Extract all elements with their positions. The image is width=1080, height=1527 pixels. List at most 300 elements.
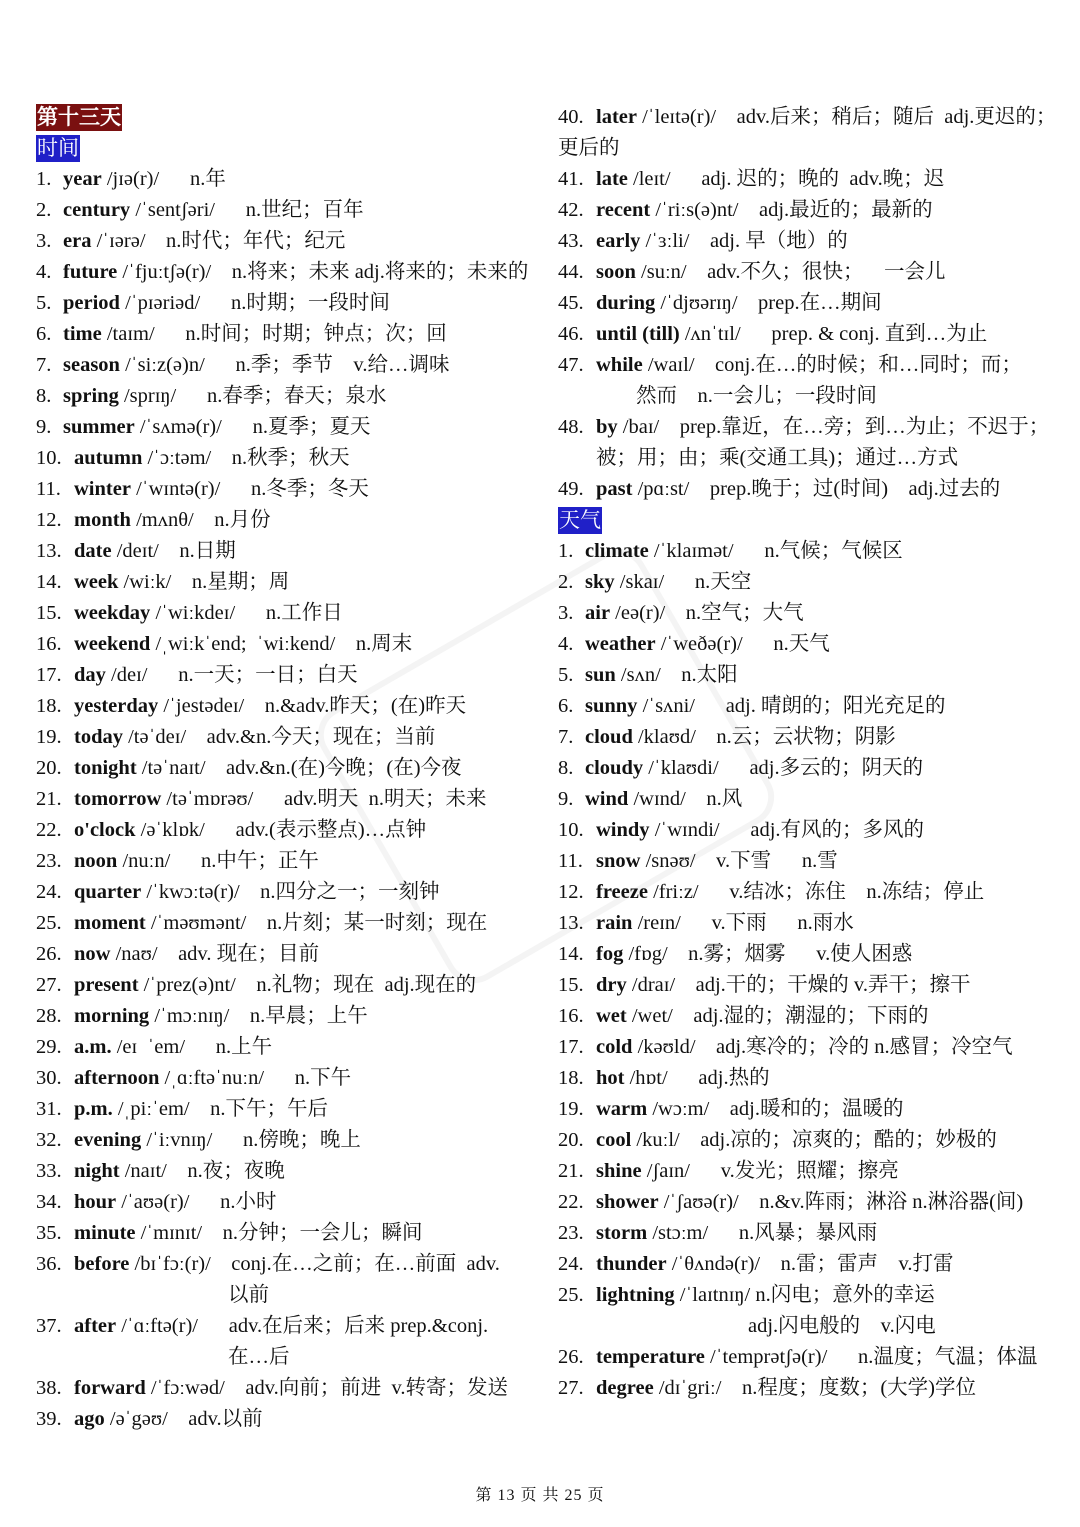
entry-number: 40. <box>558 106 584 128</box>
vocab-entry <box>36 1001 542 1032</box>
entry-word: freeze <box>596 881 648 903</box>
entry-definition: /ˈdjʊərɪŋ/ prep.在…期间 <box>655 292 882 314</box>
entry-word: minute <box>74 1222 136 1244</box>
entry-definition: /deɪt/ n.日期 <box>111 540 236 562</box>
vocab-entry <box>36 1125 542 1156</box>
vocab-entry <box>36 164 542 195</box>
vocab-entry <box>36 1094 542 1125</box>
entry-definition: /mʌnθ/ n.月份 <box>130 509 271 531</box>
entry-number: 23. <box>558 1222 584 1244</box>
entry-definition: /waɪl/ conj.在…的时候；和…同时；而； <box>642 354 1022 376</box>
entry-number: 6. <box>36 323 52 345</box>
entry-word: early <box>596 230 641 252</box>
page-footer: 第 13 页 共 25 页 <box>475 1487 605 1504</box>
entry-number: 24. <box>36 881 62 903</box>
entry-number: 20. <box>558 1129 584 1151</box>
vocab-entry <box>558 474 1058 505</box>
entry-definition: /əˈklɒk/ adv.(表示整点)…点钟 <box>135 819 427 841</box>
vocab-entry <box>36 939 542 970</box>
entry-number: 18. <box>558 1067 584 1089</box>
entry-definition: /ˈɪərə/ n.时代；年代；纪元 <box>91 230 346 252</box>
vocab-entry <box>558 629 1058 660</box>
entry-number: 10. <box>558 819 584 841</box>
section-heading-weather: 天气 <box>559 508 601 532</box>
entry-word: o'clock <box>74 819 136 841</box>
entry-word: tonight <box>74 757 137 779</box>
entry-number: 19. <box>36 726 62 748</box>
entry-number: 26. <box>36 943 62 965</box>
entry-definition: /reɪn/ v.下雨 n.雨水 <box>632 912 854 934</box>
entry-word: noon <box>74 850 118 872</box>
entry-word: year <box>63 168 102 190</box>
entry-word: cloudy <box>585 757 644 779</box>
entry-number: 46. <box>558 323 584 345</box>
entry-word: evening <box>74 1129 142 1151</box>
entry-definition: /ˈwiːkdeɪ/ n.工作日 <box>150 602 343 624</box>
entry-number: 8. <box>36 385 52 407</box>
entry-number: 49. <box>558 478 584 500</box>
vocab-entry <box>36 195 542 226</box>
vocab-entry <box>36 474 542 505</box>
entry-number: 1. <box>558 540 574 562</box>
entry-word: wind <box>585 788 629 810</box>
entry-number: 7. <box>558 726 574 748</box>
entry-definition: /ˌwiːkˈend; ˈwiːkend/ n.周末 <box>150 633 413 655</box>
entry-number: 4. <box>558 633 574 655</box>
vocab-entry <box>36 877 542 908</box>
entry-number: 43. <box>558 230 584 252</box>
entry-definition: /friːz/ v.结冰；冻住 n.冻结；停止 <box>647 881 985 903</box>
entry-word: a.m. <box>74 1036 112 1058</box>
entry-word: climate <box>585 540 649 562</box>
vocab-entry <box>558 815 1058 846</box>
entry-number: 16. <box>36 633 62 655</box>
entry-word: summer <box>63 416 135 438</box>
entry-definition: /ʌnˈtɪl/ prep. & conj. 直到…为止 <box>679 323 988 345</box>
entry-number: 38. <box>36 1377 62 1399</box>
entry-definition: /ˌɑːftəˈnuːn/ n.下午 <box>159 1067 352 1089</box>
entry-number: 34. <box>36 1191 62 1213</box>
entry-number: 10. <box>36 447 62 469</box>
vocab-entry <box>36 443 542 474</box>
entry-definition: /wet/ adj.湿的；潮湿的；下雨的 <box>626 1005 929 1027</box>
entry-word: winter <box>74 478 131 500</box>
entry-number: 7. <box>36 354 52 376</box>
vocab-entry <box>558 1094 1058 1125</box>
entry-number: 22. <box>558 1191 584 1213</box>
entry-number: 33. <box>36 1160 62 1182</box>
entry-word: storm <box>596 1222 648 1244</box>
entry-word: later <box>596 106 637 128</box>
entry-number: 14. <box>558 943 584 965</box>
vocab-entry <box>558 412 1058 443</box>
entry-definition: /ˈleɪtə(r)/ adv.后来；稍后；随后 adj.更迟的； <box>636 106 1057 128</box>
vocab-entry <box>36 691 542 722</box>
entry-word: late <box>596 168 628 190</box>
entry-word: week <box>74 571 119 593</box>
entry-definition: /skaɪ/ n.天空 <box>614 571 752 593</box>
entry-definition: /taɪm/ n.时间；时期；钟点；次；回 <box>101 323 447 345</box>
entry-number: 24. <box>558 1253 584 1275</box>
entry-word: season <box>63 354 120 376</box>
entry-number: 31. <box>36 1098 62 1120</box>
entry-word: now <box>74 943 111 965</box>
entry-number: 25. <box>558 1284 584 1306</box>
entry-number: 21. <box>558 1160 584 1182</box>
vocab-entry <box>558 1156 1058 1187</box>
vocab-entry <box>36 412 542 443</box>
entry-number: 14. <box>36 571 62 593</box>
vocab-entry <box>558 1001 1058 1032</box>
entry-number: 8. <box>558 757 574 779</box>
vocab-entry <box>36 1311 542 1342</box>
entry-number: 48. <box>558 416 584 438</box>
entry-word: cloud <box>585 726 633 748</box>
entry-word: weather <box>585 633 656 655</box>
vocab-entry <box>36 1032 542 1063</box>
vocab-entry <box>36 660 542 691</box>
entry-definition: /baɪ/ prep.靠近，在…旁；到…为止；不迟于； <box>617 416 1050 438</box>
vocab-entry <box>558 1032 1058 1063</box>
entry-number: 30. <box>36 1067 62 1089</box>
entry-definition: /ˈjestədeɪ/ n.&adv.昨天；(在)昨天 <box>158 695 467 717</box>
entry-number: 12. <box>558 881 584 903</box>
vocab-entry <box>36 567 542 598</box>
entry-word: moment <box>74 912 146 934</box>
entry-definition: /ˈɑːftə(r)/ adv.在后来；后来 prep.&conj. <box>116 1315 489 1337</box>
entry-continuation: 被；用；由；乘(交通工具)；通过…方式 <box>596 447 959 469</box>
entry-number: 27. <box>558 1377 584 1399</box>
vocab-entry <box>36 784 542 815</box>
entry-word: hot <box>596 1067 625 1089</box>
entry-word: sun <box>585 664 616 686</box>
vocab-entry <box>558 598 1058 629</box>
entry-number: 17. <box>558 1036 584 1058</box>
entry-word: recent <box>596 199 651 221</box>
entry-number: 20. <box>36 757 62 779</box>
vocab-entry <box>36 350 542 381</box>
entry-word: dry <box>596 974 627 996</box>
entry-number: 19. <box>558 1098 584 1120</box>
entry-definition: /ˈsʌmə(r)/ n.夏季；夏天 <box>134 416 371 438</box>
entry-number: 3. <box>36 230 52 252</box>
entry-word: afternoon <box>74 1067 160 1089</box>
vocab-entry <box>558 1342 1058 1373</box>
entry-word: past <box>596 478 633 500</box>
entry-definition: /klaʊd/ n.云；云状物；阴影 <box>632 726 896 748</box>
entry-word: by <box>596 416 618 438</box>
vocab-entry <box>558 1063 1058 1094</box>
entry-definition: /stɔːm/ n.风暴；暴风雨 <box>647 1222 878 1244</box>
entry-word: ago <box>74 1408 105 1430</box>
entry-word: fog <box>596 943 624 965</box>
day-heading-row <box>36 102 542 133</box>
vocab-entry <box>558 939 1058 970</box>
entry-definition: /ˌpiːˈem/ n.下午；午后 <box>112 1098 328 1120</box>
vocab-entry <box>36 815 542 846</box>
entry-word: snow <box>596 850 641 872</box>
vocab-entry <box>36 1187 542 1218</box>
vocab-entry <box>558 1280 1058 1311</box>
entry-word: temperature <box>596 1346 705 1368</box>
entry-definition: /təˈmɒrəʊ/ adv.明天 n.明天；未来 <box>161 788 487 810</box>
vocab-entry <box>36 1373 542 1404</box>
entry-definition: /kuːl/ adj.凉的；凉爽的；酷的；妙极的 <box>631 1129 997 1151</box>
entry-word: period <box>63 292 120 314</box>
entry-definition: /naɪt/ n.夜；夜晚 <box>119 1160 285 1182</box>
entry-definition: /dɪˈgriː/ n.程度；度数；(大学)学位 <box>653 1377 976 1399</box>
entry-number: 2. <box>558 571 574 593</box>
entry-word: night <box>74 1160 120 1182</box>
entry-definition: /ˈɔːtəm/ n.秋季；秋天 <box>142 447 350 469</box>
vocab-entry <box>558 660 1058 691</box>
entry-word: today <box>74 726 123 748</box>
entry-definition: /ˈʃaʊə(r)/ n.&v.阵雨；淋浴 n.淋浴器(间) <box>658 1191 1024 1213</box>
entry-word: during <box>596 292 656 314</box>
entry-word: sunny <box>585 695 638 717</box>
entry-word: tomorrow <box>74 788 162 810</box>
vocab-entry <box>36 908 542 939</box>
entry-number: 5. <box>36 292 52 314</box>
entry-definition: /hɒt/ adj.热的 <box>624 1067 770 1089</box>
entry-definition: /nuːn/ n.中午；正午 <box>117 850 319 872</box>
entry-word: before <box>74 1253 130 1275</box>
entry-number: 15. <box>558 974 584 996</box>
entry-number: 35. <box>36 1222 62 1244</box>
entry-definition: /leɪt/ adj. 迟的；晚的 adv.晚；迟 <box>627 168 945 190</box>
entry-definition: /kəʊld/ adj.寒冷的；冷的 n.感冒；冷空气 <box>632 1036 1013 1058</box>
entry-definition: /ˈwɪndi/ adj.有风的；多风的 <box>649 819 925 841</box>
entry-definition: /ˈsiːz(ə)n/ n.季；季节 v.给…调味 <box>119 354 450 376</box>
vocab-entry <box>558 784 1058 815</box>
vocab-entry <box>558 288 1058 319</box>
vocab-entry <box>36 226 542 257</box>
vocab-entry <box>558 846 1058 877</box>
weather-entry-list <box>558 536 1058 1404</box>
entry-definition: /ʃaɪn/ v.发光；照耀；擦亮 <box>641 1160 899 1182</box>
vocab-entry <box>558 908 1058 939</box>
entry-definition: /təˈdeɪ/ adv.&n.今天；现在；当前 <box>122 726 436 748</box>
entry-number: 23. <box>36 850 62 872</box>
entry-number: 6. <box>558 695 574 717</box>
time-entry-list <box>36 164 542 1435</box>
entry-definition: /ˈklaʊdi/ adj.多云的；阴天的 <box>643 757 924 779</box>
entry-definition: /ˈpɪəriəd/ n.时期；一段时间 <box>119 292 390 314</box>
entry-word: cool <box>596 1129 632 1151</box>
entry-number: 3. <box>558 602 574 624</box>
entry-word: shine <box>596 1160 642 1182</box>
entry-number: 15. <box>36 602 62 624</box>
entry-number: 4. <box>36 261 52 283</box>
vocab-entry <box>558 753 1058 784</box>
entry-number: 27. <box>36 974 62 996</box>
entry-word: weekday <box>74 602 151 624</box>
entry-word: shower <box>596 1191 659 1213</box>
vocab-entry <box>36 381 542 412</box>
vocab-entry <box>558 1187 1058 1218</box>
vocab-entry <box>558 1373 1058 1404</box>
entry-definition: /fɒg/ n.雾；烟雾 v.使人困惑 <box>623 943 913 965</box>
entry-number: 11. <box>558 850 583 872</box>
entry-word: day <box>74 664 106 686</box>
entry-word: future <box>63 261 118 283</box>
entry-word: while <box>596 354 643 376</box>
vocab-entry <box>558 164 1058 195</box>
entry-word: time <box>63 323 102 345</box>
vocab-entry <box>558 536 1058 567</box>
entry-definition: /ˈɜːli/ adj. 早（地）的 <box>640 230 848 252</box>
entry-definition: /ˈklaɪmət/ n.气候；气候区 <box>648 540 903 562</box>
entry-number: 42. <box>558 199 584 221</box>
vocab-entry <box>558 319 1058 350</box>
entry-word: century <box>63 199 131 221</box>
entry-definition: /ˈwɪntə(r)/ n.冬季；冬天 <box>130 478 369 500</box>
entry-word: p.m. <box>74 1098 113 1120</box>
entry-number: 37. <box>36 1315 62 1337</box>
entry-word: cold <box>596 1036 633 1058</box>
entry-definition: /pɑːst/ prep.晚于；过(时间) adj.过去的 <box>632 478 1001 500</box>
entry-number: 1. <box>36 168 52 190</box>
entry-word: weekend <box>74 633 151 655</box>
entry-word: warm <box>596 1098 648 1120</box>
vocab-entry <box>36 288 542 319</box>
entry-definition: /ˈriːs(ə)nt/ adj.最近的；最新的 <box>650 199 933 221</box>
entry-definition: /ˈmɔːnɪŋ/ n.早晨；上午 <box>149 1005 368 1027</box>
entry-definition: /suːn/ adv.不久；很快； 一会儿 <box>635 261 946 283</box>
entry-number: 39. <box>36 1408 62 1430</box>
entry-number: 17. <box>36 664 62 686</box>
vocab-entry <box>558 350 1058 381</box>
entry-number: 41. <box>558 168 584 190</box>
entry-number: 2. <box>36 199 52 221</box>
entry-word: thunder <box>596 1253 667 1275</box>
left-column <box>36 102 542 1435</box>
day-heading: 第十三天 <box>37 105 121 129</box>
entry-definition: /jɪə(r)/ n.年 <box>101 168 226 190</box>
entry-word: spring <box>63 385 119 407</box>
entry-number: 44. <box>558 261 584 283</box>
vocab-entry <box>36 1249 542 1280</box>
vocab-entry <box>558 877 1058 908</box>
vocab-entry <box>558 1249 1058 1280</box>
vocab-entry <box>36 536 542 567</box>
entry-definition: /ˈprez(ə)nt/ n.礼物；现在 adj.现在的 <box>138 974 477 996</box>
entry-number: 5. <box>558 664 574 686</box>
vocab-entry <box>558 1218 1058 1249</box>
vocab-entry <box>36 598 542 629</box>
vocab-entry <box>36 753 542 784</box>
entry-number: 26. <box>558 1346 584 1368</box>
entry-word: sky <box>585 571 615 593</box>
entry-definition: /sprɪŋ/ n.春季；春天；泉水 <box>118 385 387 407</box>
vocab-entry <box>36 722 542 753</box>
vocab-entry <box>558 722 1058 753</box>
entry-definition: /ˈfjuːtʃə(r)/ n.将来；未来 adj.将来的；未来的 <box>117 261 529 283</box>
entry-number: 12. <box>36 509 62 531</box>
entry-word: autumn <box>74 447 143 469</box>
entry-definition: /ˈmɪnɪt/ n.分钟；一会儿；瞬间 <box>135 1222 423 1244</box>
entry-definition: /ˈθʌndə(r)/ n.雷；雷声 v.打雷 <box>666 1253 954 1275</box>
entry-continuation: adj.闪电般的 v.闪电 <box>748 1315 936 1337</box>
entry-word: quarter <box>74 881 142 903</box>
entry-number: 22. <box>36 819 62 841</box>
entry-word: soon <box>596 261 636 283</box>
entry-definition: /deɪ/ n.一天；一日；白天 <box>105 664 358 686</box>
entry-word: rain <box>596 912 633 934</box>
vocab-entry <box>36 319 542 350</box>
entry-word: until (till) <box>596 323 680 345</box>
entry-number: 21. <box>36 788 62 810</box>
entry-word: after <box>74 1315 117 1337</box>
entry-number: 13. <box>558 912 584 934</box>
entry-number: 28. <box>36 1005 62 1027</box>
entry-definition: /eə(r)/ n.空气；大气 <box>610 602 804 624</box>
entry-word: hour <box>74 1191 117 1213</box>
entry-definition: /ˈweðə(r)/ n.天气 <box>655 633 830 655</box>
vocab-entry <box>36 1063 542 1094</box>
vocab-entry <box>558 567 1058 598</box>
entry-number: 11. <box>36 478 61 500</box>
entry-definition: /ˈtemprətʃə(r)/ n.温度；气温；体温 <box>704 1346 1038 1368</box>
vocab-entry <box>558 226 1058 257</box>
entry-definition: /sʌn/ n.太阳 <box>615 664 738 686</box>
entry-definition: /ˈkwɔːtə(r)/ n.四分之一；一刻钟 <box>141 881 440 903</box>
vocab-entry <box>36 629 542 660</box>
entry-definition: /draɪ/ adj.干的；干燥的 v.弄干；擦干 <box>626 974 971 996</box>
vocab-entry <box>36 1218 542 1249</box>
section-heading-row <box>36 133 542 164</box>
entry-word: wet <box>596 1005 627 1027</box>
vocab-entry <box>558 970 1058 1001</box>
entry-number: 18. <box>36 695 62 717</box>
entry-definition: /ˈiːvnɪŋ/ n.傍晚；晚上 <box>141 1129 361 1151</box>
right-column <box>558 102 1058 1404</box>
entry-word: yesterday <box>74 695 159 717</box>
entry-word: present <box>74 974 139 996</box>
entry-number: 29. <box>36 1036 62 1058</box>
entry-definition: /təˈnaɪt/ adv.&n.(在)今晚；(在)今夜 <box>136 757 462 779</box>
entry-definition: /ˈfɔːwəd/ adv.向前；前进 v.转寄；发送 <box>145 1377 509 1399</box>
entry-word: degree <box>596 1377 654 1399</box>
vocab-entry <box>558 1125 1058 1156</box>
entry-definition: /wɪnd/ n.风 <box>628 788 743 810</box>
entry-continuation: 然而 n.一会儿；一段时间 <box>636 385 877 407</box>
entry-definition: /snəʊ/ v.下雪 n.雪 <box>640 850 838 872</box>
entry-word: air <box>585 602 611 624</box>
vocab-entry <box>36 1404 542 1435</box>
vocab-entry <box>36 846 542 877</box>
vocab-entry <box>36 1156 542 1187</box>
entry-word: windy <box>596 819 650 841</box>
vocab-entry <box>36 970 542 1001</box>
entry-definition: /eɪ ˈem/ n.上午 <box>111 1036 273 1058</box>
vocab-entry <box>558 257 1058 288</box>
entry-number: 36. <box>36 1253 62 1275</box>
entry-continuation: 更后的 <box>558 137 620 159</box>
entry-definition: /ˈlaɪtnɪŋ/ n.闪电；意外的幸运 <box>674 1284 935 1306</box>
entry-number: 9. <box>558 788 574 810</box>
entry-number: 13. <box>36 540 62 562</box>
time-entry-list-continued <box>558 102 1058 505</box>
entry-definition: /əˈgəʊ/ adv.以前 <box>104 1408 263 1430</box>
entry-number: 32. <box>36 1129 62 1151</box>
entry-definition: /ˈaʊə(r)/ n.小时 <box>116 1191 277 1213</box>
vocab-entry <box>36 505 542 536</box>
entry-word: forward <box>74 1377 146 1399</box>
entry-number: 45. <box>558 292 584 314</box>
vocab-entry <box>36 257 536 288</box>
entry-number: 9. <box>36 416 52 438</box>
